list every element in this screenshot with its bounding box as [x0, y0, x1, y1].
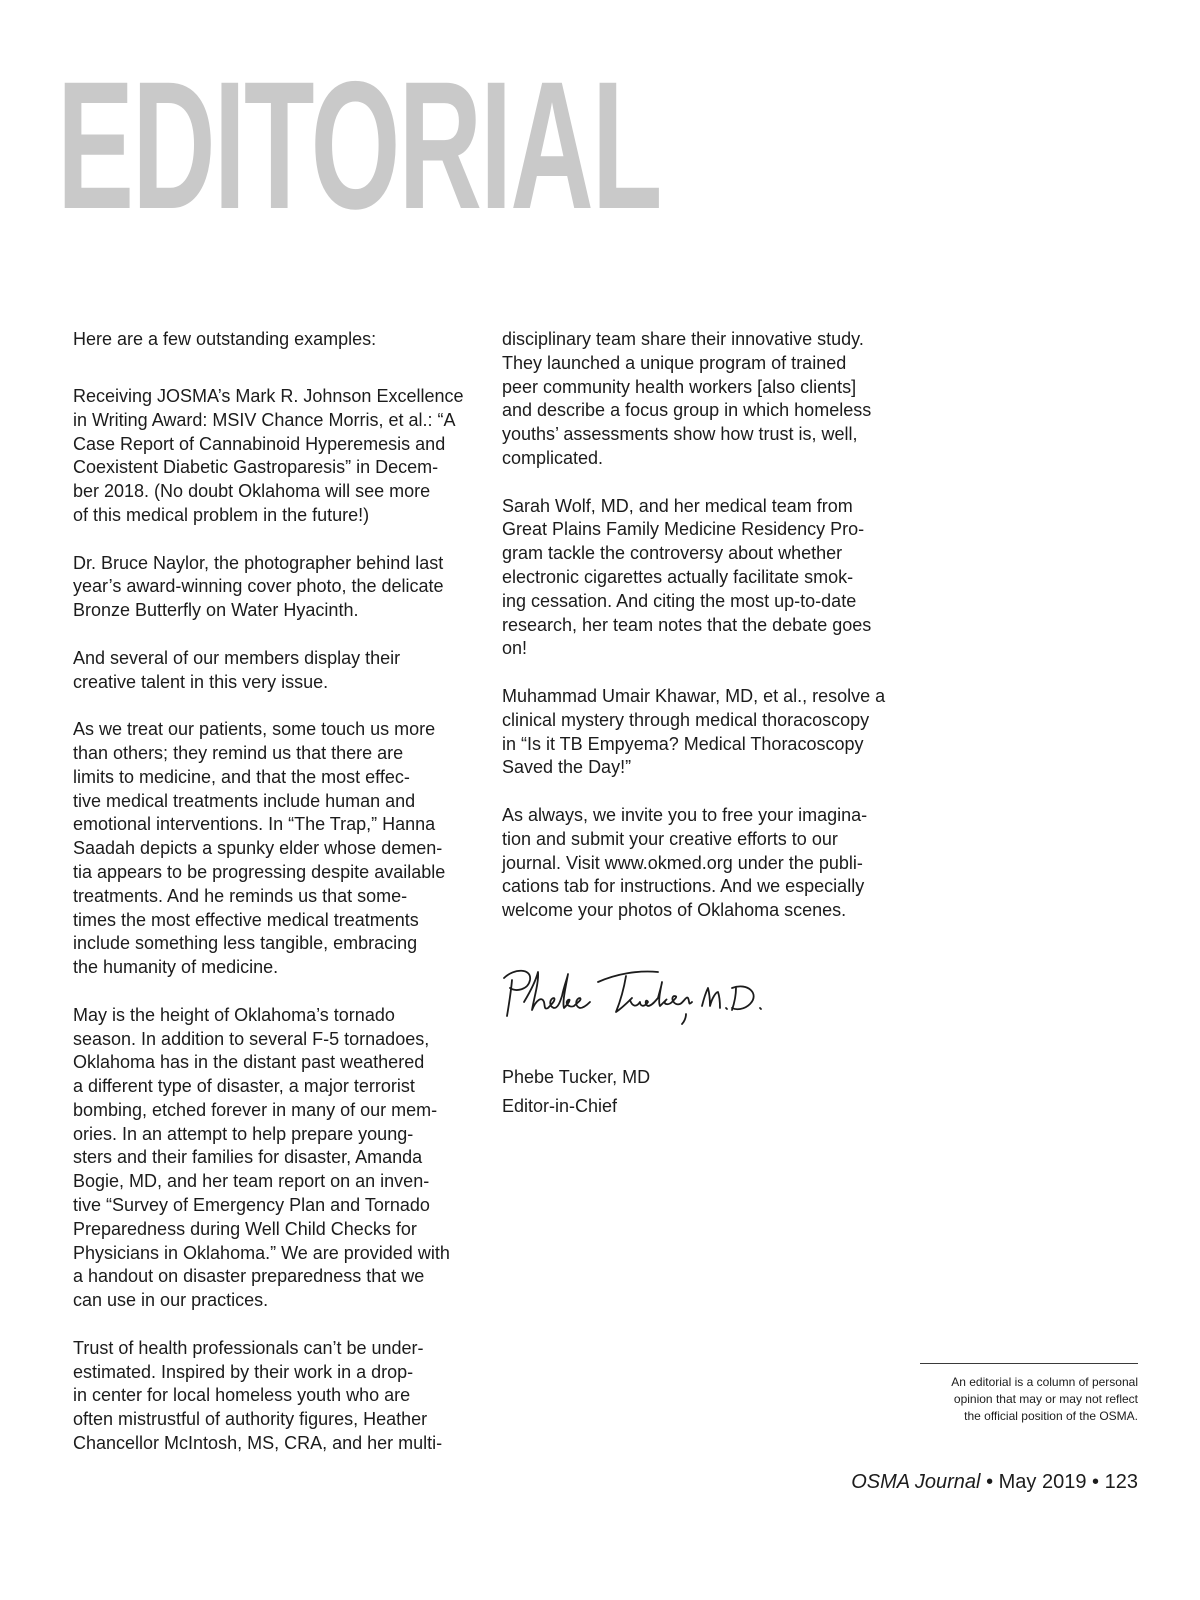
disclaimer-line: An editorial is a column of personal — [951, 1375, 1138, 1389]
text-line: Oklahoma has in the distant past weathered — [73, 1052, 425, 1073]
handwritten-signature — [498, 958, 768, 1038]
text-line: can use in our practices. — [73, 1290, 269, 1311]
signature-stroke — [524, 972, 590, 1010]
text-line: Great Plains Family Medicine Residency Pro- — [502, 519, 865, 540]
text-line: Dr. Bruce Naylor, the photographer behind last — [73, 552, 444, 573]
text-line: include something less tangible, embracing — [73, 933, 418, 954]
text-line: season. In addition to several F-5 tornadoes, — [73, 1028, 430, 1049]
text-line: ories. In an attempt to help prepare young- — [73, 1123, 414, 1144]
left-text-column — [73, 328, 493, 1480]
issue-date: May 2019 — [998, 1471, 1087, 1493]
text-line: Saved the Day!” — [502, 757, 632, 778]
paragraph — [73, 647, 493, 695]
editor-signoff — [502, 1063, 650, 1121]
text-line: times the most effective medical treatments — [73, 909, 419, 930]
signature-stroke — [504, 971, 530, 990]
page-footer — [851, 1470, 1138, 1494]
text-line: year’s award-winning cover photo, the delicate — [73, 576, 444, 597]
text-line: than others; they remind us that there are — [73, 742, 404, 763]
text-line: a different type of disaster, a major terrorist — [73, 1076, 415, 1097]
footer-separator: • — [986, 1471, 994, 1493]
right-text-column — [502, 328, 922, 947]
text-line: complicated. — [502, 447, 604, 468]
paragraph — [73, 1337, 493, 1456]
paragraph — [73, 1004, 493, 1313]
text-line: electronic cigarettes actually facilitate smok- — [502, 566, 854, 587]
text-line: research, her team notes that the debate goes — [502, 614, 872, 635]
text-line: Preparedness during Well Child Checks for — [73, 1218, 417, 1239]
paragraph — [73, 328, 493, 352]
text-line: youths’ assessments show how trust is, well, — [502, 424, 858, 445]
text-line: Bogie, MD, and her team report on an inven- — [73, 1171, 430, 1192]
text-line: in center for local homeless youth who are — [73, 1385, 411, 1406]
paragraph — [502, 804, 922, 923]
text-line: And several of our members display their — [73, 647, 401, 668]
signature-stroke — [598, 971, 658, 982]
text-line: Saadah depicts a spunky elder whose demen- — [73, 838, 443, 859]
text-line: the humanity of medicine. — [73, 957, 279, 978]
text-line: As always, we invite you to free your imagina- — [502, 804, 868, 825]
text-line: of this medical problem in the future!) — [73, 504, 370, 525]
text-line: emotional interventions. In “The Trap,” Hanna — [73, 814, 436, 835]
text-line: bombing, etched forever in many of our mem- — [73, 1099, 438, 1120]
text-line: often mistrustful of authority figures, Heather — [73, 1409, 428, 1430]
text-line: tive “Survey of Emergency Plan and Tornado — [73, 1195, 430, 1216]
disclaimer-line: the official position of the OSMA. — [964, 1409, 1138, 1423]
text-line: Muhammad Umair Khawar, MD, et al., resolve a — [502, 685, 886, 706]
paragraph — [73, 385, 493, 528]
text-line: clinical mystery through medical thoracoscopy — [502, 709, 870, 730]
signature-stroke — [682, 1014, 686, 1024]
text-line: and describe a focus group in which homeless — [502, 400, 872, 421]
text-line: treatments. And he reminds us that some- — [73, 885, 408, 906]
journal-name: OSMA Journal — [851, 1471, 981, 1493]
signature-stroke — [507, 980, 512, 1016]
text-line: Coexistent Diabetic Gastroparesis” in Decem- — [73, 457, 439, 478]
text-line: Case Report of Cannabinoid Hyperemesis and — [73, 433, 446, 454]
disclaimer-line: opinion that may or may not reflect — [953, 1392, 1138, 1406]
page-title: EDITORIAL — [57, 43, 661, 247]
page-number: 123 — [1104, 1471, 1138, 1493]
editor-role: Editor-in-Chief — [502, 1096, 618, 1116]
editorial-disclaimer — [951, 1374, 1138, 1425]
footer-separator: • — [1092, 1471, 1100, 1493]
text-line: Chancellor McIntosh, MS, CRA, and her multi- — [73, 1433, 443, 1454]
text-line: creative talent in this very issue. — [73, 671, 329, 692]
text-line: cations tab for instructions. And we especially — [502, 876, 865, 897]
text-line: disciplinary team share their innovative study. — [502, 329, 864, 349]
text-line: They launched a unique program of trained — [502, 352, 847, 373]
text-line: welcome your photos of Oklahoma scenes. — [502, 900, 847, 921]
text-line: Trust of health professionals can’t be under- — [73, 1337, 424, 1358]
text-line: Sarah Wolf, MD, and her medical team from — [502, 495, 853, 516]
signature-stroke — [732, 988, 736, 1010]
text-line: in Writing Award: MSIV Chance Morris, et al.: “A — [73, 409, 456, 430]
text-line: Receiving JOSMA’s Mark R. Johnson Excellence — [73, 385, 464, 406]
text-line: Here are a few outstanding examples: — [73, 329, 377, 349]
signature-stroke — [616, 976, 632, 1012]
text-line: on! — [502, 638, 528, 659]
text-line: ing cessation. And citing the most up-to-date — [502, 590, 857, 611]
text-line: gram tackle the controversy about whether — [502, 543, 843, 564]
text-line: Bronze Butterfly on Water Hyacinth. — [73, 600, 359, 621]
paragraph — [502, 685, 922, 780]
paragraph — [502, 328, 922, 471]
signature-stroke — [760, 1008, 761, 1009]
text-line: a handout on disaster preparedness that we — [73, 1266, 425, 1287]
text-line: tion and submit your creative efforts to our — [502, 828, 838, 849]
text-line: tia appears to be progressing despite available — [73, 861, 446, 882]
text-line: estimated. Inspired by their work in a drop- — [73, 1361, 414, 1382]
text-line: in “Is it TB Empyema? Medical Thoracoscopy — [502, 733, 864, 754]
text-line: peer community health workers [also clients] — [502, 376, 857, 397]
text-line: As we treat our patients, some touch us more — [73, 719, 436, 740]
editor-name: Phebe Tucker, MD — [502, 1067, 651, 1087]
text-line: ber 2018. (No doubt Oklahoma will see more — [73, 481, 431, 502]
disclaimer-rule — [920, 1363, 1138, 1364]
paragraph — [502, 495, 922, 662]
text-line: journal. Visit www.okmed.org under the publi- — [502, 852, 863, 873]
text-line: May is the height of Oklahoma’s tornado — [73, 1004, 395, 1025]
text-line: Physicians in Oklahoma.” We are provided with — [73, 1242, 450, 1263]
text-line: sters and their families for disaster, Amanda — [73, 1147, 423, 1168]
signature-stroke — [630, 982, 692, 1006]
paragraph — [73, 552, 493, 623]
text-line: limits to medicine, and that the most effec- — [73, 766, 410, 787]
signature-stroke — [702, 988, 720, 1008]
signature-stroke — [726, 1008, 727, 1009]
text-line: tive medical treatments include human and — [73, 790, 416, 811]
paragraph — [73, 718, 493, 980]
